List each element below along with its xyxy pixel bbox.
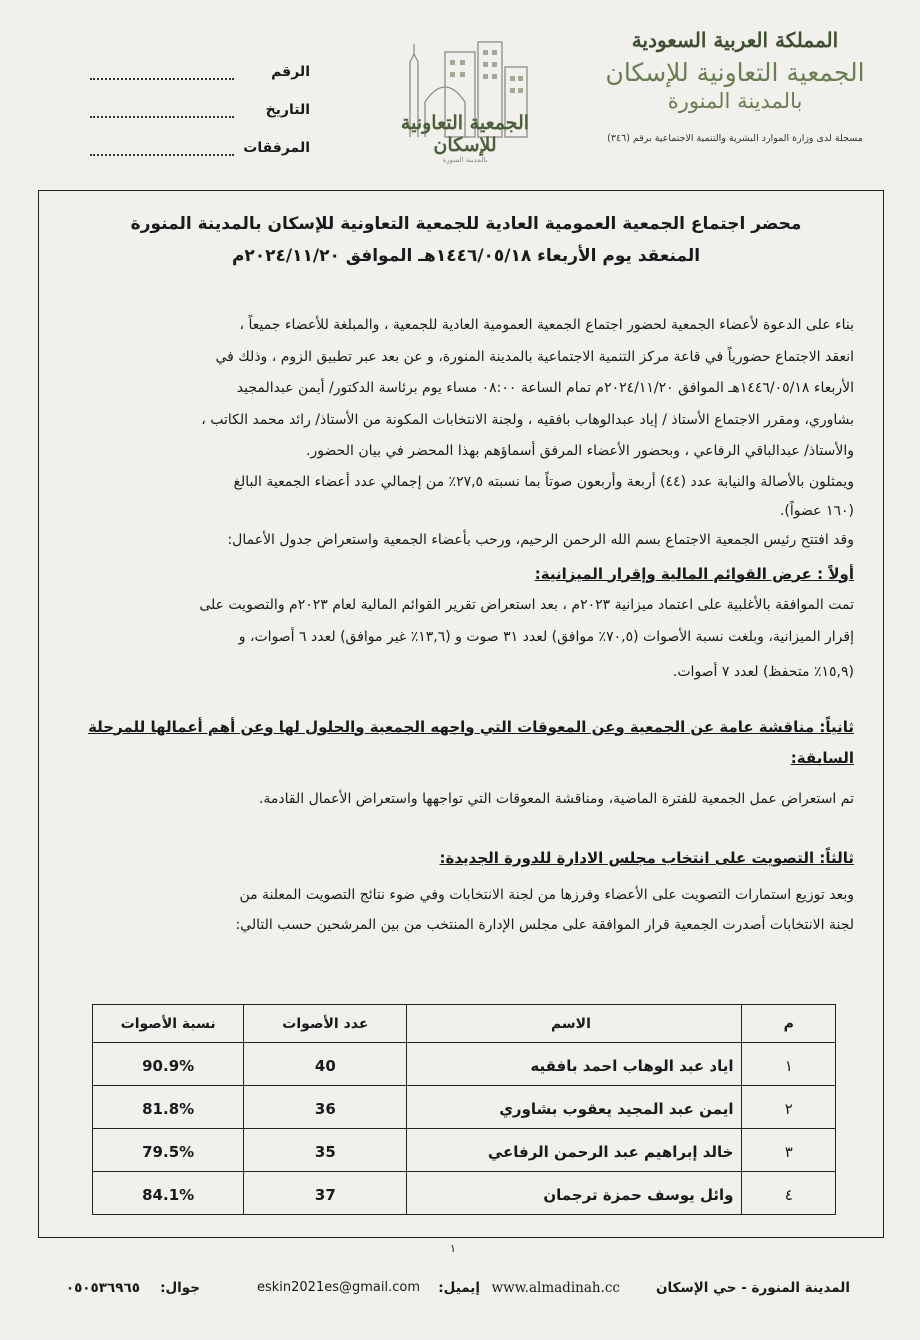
vote-count: 40 <box>244 1043 407 1086</box>
date-row <box>90 80 310 118</box>
col-header-pct: نسبة الأصوات <box>93 1005 244 1043</box>
intro-line: (١٦٠ عضواً). <box>779 502 854 519</box>
association-name: الجمعية التعاونية للإسكان <box>605 58 865 87</box>
registration-note: مسجلة لدى وزارة الموارد البشرية والتنمية الاجتماعية برقم (٣٤٦) <box>607 133 863 144</box>
intro-line: انعقد الاجتماع حضورياً في قاعة مركز التنمية الاجتماعية بالمدينة المنورة، و عن بعد عبر تطبيق الزوم ، وذلك في <box>215 348 854 365</box>
row-number: ١ <box>742 1043 836 1086</box>
candidate-name: اياد عبد الوهاب احمد بافقيه <box>407 1043 742 1086</box>
attachments-row <box>90 118 310 156</box>
col-header-votes: عدد الأصوات <box>244 1005 407 1043</box>
vote-percentage: 84.1% <box>93 1172 244 1215</box>
intro-line: بناء على الدعوة لأعضاء الجمعية لحضور اجتماع الجمعية العمومية العادية للجمعية ، والمبلغة للأعضاء جميعاً ، <box>239 317 854 333</box>
row-number: ٣ <box>742 1129 836 1172</box>
page-number: ١ <box>450 1242 456 1255</box>
intro-line: بشاوري، ومقرر الاجتماع الأستاذ / إياد عبدالوهاب بافقيه ، ولجنة الانتخابات المكونة من الأستاذ/ رائد محمد الكاتب ، <box>201 411 854 428</box>
minutes-body <box>78 208 854 938</box>
footer-email-label: إيميل: <box>438 1280 480 1296</box>
title-line-1: محضر اجتماع الجمعية العمومية العادية للجمعية التعاونية للإسكان بالمدينة المنورة <box>130 214 802 234</box>
table-row <box>93 1172 836 1215</box>
col-header-name: الاسم <box>407 1005 742 1043</box>
section-1-heading: أولاً : عرض القوائم المالية وإقرار الميزانية: <box>534 564 854 583</box>
footer-phone-label: جوال: <box>160 1280 200 1296</box>
candidate-name: ايمن عبد المجيد يعقوب بشاوري <box>407 1086 742 1129</box>
vote-count: 36 <box>244 1086 407 1129</box>
intro-line: والأستاذ/ عبدالباقي الرفاعي ، وبحضور الأعضاء المرفق أسماؤهم بهذا المحضر في بيان الحضور. <box>306 443 854 459</box>
vote-count: 37 <box>244 1172 407 1215</box>
col-header-no: م <box>742 1005 836 1043</box>
logo-text-line2: للإسكان <box>433 134 497 156</box>
association-logo <box>390 32 540 182</box>
candidate-name: خالد إبراهيم عبد الرحمن الرفاعي <box>407 1129 742 1172</box>
row-number: ٢ <box>742 1086 836 1129</box>
section-1-line: تمت الموافقة بالأغلبية على اعتماد ميزانية ٢٠٢٣م ، بعد استعراض تقرير القوائم المالية لعام ٢٠٢٣م والتصويت على <box>199 596 854 613</box>
candidate-name: وائل يوسف حمزة ترجمان <box>407 1172 742 1215</box>
footer-email-link[interactable]: eskin2021es@gmail.com <box>256 1280 420 1295</box>
table-row <box>93 1043 836 1086</box>
ref-number-row <box>90 42 310 80</box>
intro-line: الأربعاء ١٤٤٦/٠٥/١٨هـ الموافق ٢٠٢٤/١١/٢٠م تمام الساعة ٠٨:٠٠ مساء يوم برئاسة الدكتور/ أيمن عبدالمجيد <box>236 380 854 396</box>
title-line-2: المنعقد يوم الأربعاء ١٤٤٦/٠٥/١٨هـ الموافق ٢٠٢٤/١١/٢٠م <box>231 246 701 266</box>
table-row <box>93 1129 836 1172</box>
section-2-line: تم استعراض عمل الجمعية للفترة الماضية، ومناقشة المعوقات التي تواجهها واستعراض الأعمال القادمة. <box>258 790 854 807</box>
row-number: ٤ <box>742 1172 836 1215</box>
logo-text-line3: بالمدينة المنورة <box>442 156 488 164</box>
table-row <box>93 1086 836 1129</box>
election-results-table <box>92 1004 836 1215</box>
intro-line: ويمثلون بالأصالة والنيابة عدد (٤٤) أربعة وأربعون صوتاً بما نسبته ٢٧,٥٪ من إجمالي عدد أعضاء الجمعية البالغ <box>233 473 854 490</box>
ref-number-label: الرقم <box>271 64 310 80</box>
kingdom-name: المملكة العربية السعودية <box>631 28 839 52</box>
date-line <box>90 104 234 118</box>
ref-number-line <box>90 66 234 80</box>
association-city: بالمدينة المنورة <box>667 89 803 113</box>
section-1-line: إقرار الميزانية، وبلغت نسبة الأصوات (٧٠,٥٪ موافق) لعدد ٣١ صوت و (١٣,٦٪ غير موافق) لعدد ٦ أصوات، و <box>238 628 854 645</box>
attachments-label: المرفقات <box>243 140 310 156</box>
section-2-heading: ثانياً: مناقشة عامة عن الجمعية وعن المعوقات التي واجهه الجمعية والحلول لها وعن أهم أعمالها للمرحلة <box>88 717 854 736</box>
footer-phone-number: ٠٥٠٥٣٦٩٦٥ <box>65 1280 140 1296</box>
footer-website-link[interactable]: www.almadinah.cc <box>491 1280 620 1296</box>
vote-percentage: 90.9% <box>93 1043 244 1086</box>
footer-address: المدينة المنورة - حي الإسكان <box>656 1280 850 1296</box>
intro-line: وقد افتتح رئيس الجمعية الاجتماع بسم الله الرحمن الرحيم، ورحب بأعضاء الجمعية واستعراض جدول الأعمال: <box>227 531 854 548</box>
vote-percentage: 81.8% <box>93 1086 244 1129</box>
reference-fields <box>90 42 310 156</box>
document-title <box>78 208 854 272</box>
vote-count: 35 <box>244 1129 407 1172</box>
logo-text-line1: الجمعية التعاونية <box>400 112 530 134</box>
date-label: التاريخ <box>265 102 310 118</box>
section-3-heading: ثالثاً: التصويت على انتخاب مجلس الادارة للدورة الجديدة: <box>439 849 854 867</box>
table-header-row <box>93 1005 836 1043</box>
section-3-line: لجنة الانتخابات أصدرت الجمعية قرار الموافقة على مجلس الإدارة المنتخب من بين المرشحين حسب التالي: <box>235 916 854 933</box>
letterhead-org-block <box>590 28 880 144</box>
section-1-line: (١٥,٩٪ متحفظ) لعدد ٧ أصوات. <box>672 663 854 680</box>
attachments-line <box>90 142 234 156</box>
section-2-heading-cont: السابقة: <box>790 748 854 767</box>
section-3-line: وبعد توزيع استمارات التصويت على الأعضاء وفرزها من لجنة الانتخابات وفي ضوء نتائج التصويت المعلنة من <box>239 887 854 903</box>
vote-percentage: 79.5% <box>93 1129 244 1172</box>
